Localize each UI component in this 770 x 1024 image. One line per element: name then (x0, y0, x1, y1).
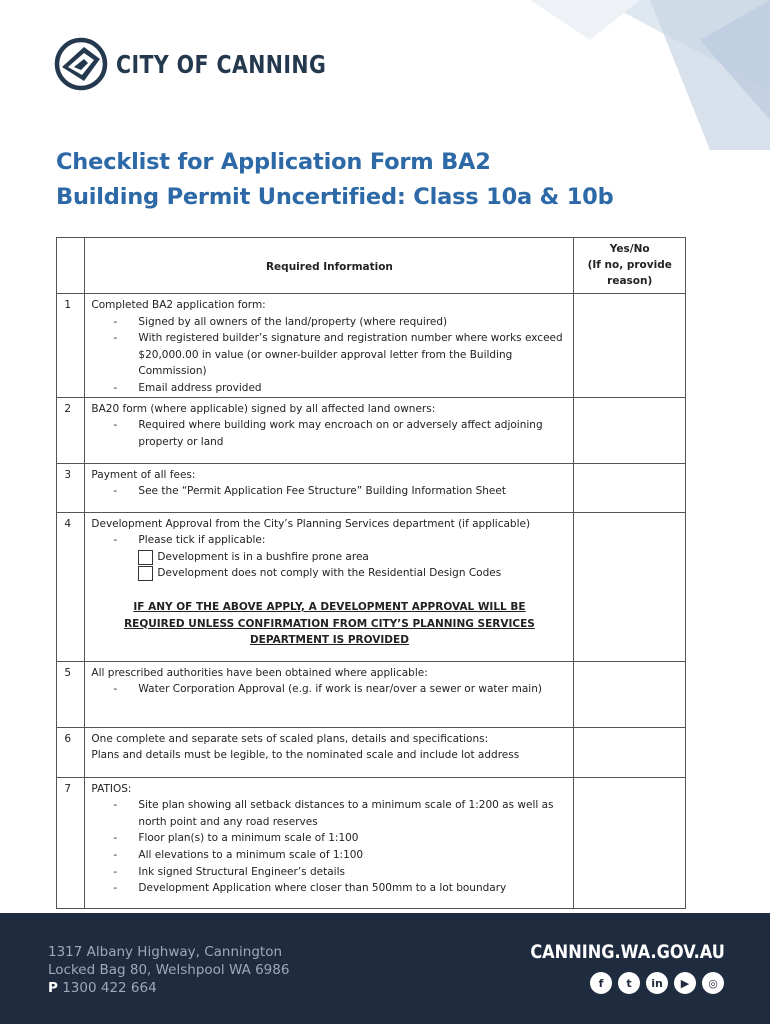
list-item: - Floor plan(s) to a minimum scale of 1:100 (113, 830, 567, 847)
title-line-2: Building Permit Uncertified: Class 10a & 10b (56, 184, 614, 210)
table-row (57, 463, 686, 512)
checkbox-row-bushfire[interactable] (91, 549, 567, 566)
row-number: 2 (64, 402, 72, 415)
website-link[interactable]: CANNING.WA.GOV.AU (530, 941, 725, 963)
header-num-cell (57, 238, 85, 294)
twitter-icon[interactable]: t (618, 972, 640, 994)
table-row (57, 777, 686, 908)
city-logo[interactable] (54, 37, 372, 91)
footer-address (48, 943, 289, 997)
list-item: - With registered builder’s signature and registration number where works exceed $20,000.00 in value (or owner-builder approval letter from the Building Commission) (113, 330, 567, 380)
title-line-1: Checklist for Application Form BA2 (56, 149, 491, 175)
table-row (57, 661, 686, 727)
row-intro: One complete and separate sets of scaled plans, details and specifications: (91, 732, 489, 745)
row-number: 3 (64, 468, 72, 481)
address-line-1: 1317 Albany Highway, Cannington (48, 944, 283, 960)
rcodes-checkbox[interactable] (138, 566, 153, 581)
phone-number[interactable]: 1300 422 664 (62, 980, 157, 996)
row-list (91, 532, 567, 549)
row-number: 6 (64, 732, 72, 745)
development-approval-warning: IF ANY OF THE ABOVE APPLY, A DEVELOPMENT APPROVAL WILL BE REQUIRED UNLESS CONFIRMATION FROM CITY’S PLANNING SERVICES DEPARTMENT IS PROVIDED (124, 600, 535, 647)
city-logo-icon (54, 37, 108, 91)
row-intro: Development Approval from the City’s Planning Services department (if applicable) (91, 517, 531, 530)
yes-no-cell[interactable] (574, 463, 686, 512)
youtube-icon[interactable]: ▶ (674, 972, 696, 994)
row-intro-2: Plans and details must be legible, to the nominated scale and include lot address (91, 749, 520, 762)
header-yes-no (574, 238, 686, 294)
row-intro: PATIOS: (91, 782, 132, 795)
row-intro: BA20 form (where applicable) signed by all affected land owners: (91, 402, 436, 415)
table-row (57, 512, 686, 661)
table-row (57, 727, 686, 777)
row-number: 1 (64, 299, 72, 311)
list-item: - Please tick if applicable: (113, 532, 567, 549)
yes-no-cell[interactable] (574, 512, 686, 661)
phone-line (48, 979, 289, 997)
header-decoration (470, 0, 770, 150)
row-intro: All prescribed authorities have been obtained where applicable: (91, 666, 428, 679)
row-number: 5 (64, 666, 72, 679)
social-links (590, 972, 724, 994)
checkbox-row-rcodes[interactable] (91, 565, 567, 582)
table-row (57, 397, 686, 463)
address-line-2: Locked Bag 80, Welshpool WA 6986 (48, 962, 290, 978)
list-item: - Ink signed Structural Engineer’s details (113, 864, 567, 881)
row-intro: Payment of all fees: (91, 468, 196, 481)
table-row (57, 294, 686, 398)
row-number: 4 (64, 517, 72, 530)
header-required-info: Required Information (85, 238, 574, 294)
row-list (91, 417, 567, 450)
row-list (91, 681, 567, 698)
bushfire-checkbox[interactable] (138, 550, 153, 565)
page-title (56, 145, 614, 215)
list-item: - Site plan showing all setback distances to a minimum scale of 1:200 as well as north point and any road reserves (113, 797, 567, 830)
row-list (91, 797, 567, 897)
instagram-icon[interactable]: ◎ (702, 972, 724, 994)
checklist-table (56, 237, 686, 909)
row-intro: Completed BA2 application form: (91, 299, 266, 311)
row-list (91, 314, 567, 397)
list-item: - Water Corporation Approval (e.g. if work is near/over a sewer or water main) (113, 681, 567, 698)
checkbox-label: Development does not comply with the Residential Design Codes (157, 567, 502, 580)
list-item: - Required where building work may encroach on or adversely affect adjoining property or land (113, 417, 567, 450)
header-yes-no-line2: (If no, provide (587, 259, 672, 271)
list-item: - Signed by all owners of the land/property (where required) (113, 314, 567, 331)
list-item: - All elevations to a minimum scale of 1:100 (113, 847, 567, 864)
city-name: CITY OF CANNING (116, 49, 327, 79)
row-list (91, 483, 567, 500)
header-yes-no-line3: reason) (607, 275, 653, 287)
row-number: 7 (64, 782, 72, 795)
header-yes-no-line1: Yes/No (609, 243, 650, 255)
list-item: - Development Application where closer than 500mm to a lot boundary (113, 880, 567, 897)
checkbox-label: Development is in a bushfire prone area (157, 550, 369, 563)
list-item: - See the “Permit Application Fee Structure” Building Information Sheet (113, 483, 567, 500)
yes-no-cell[interactable] (574, 727, 686, 777)
yes-no-cell[interactable] (574, 661, 686, 727)
phone-label: P (48, 980, 58, 996)
list-item: - Email address provided (113, 380, 567, 397)
yes-no-cell[interactable] (574, 777, 686, 908)
yes-no-cell[interactable] (574, 294, 686, 398)
footer (0, 913, 770, 1024)
facebook-icon[interactable]: f (590, 972, 612, 994)
yes-no-cell[interactable] (574, 397, 686, 463)
linkedin-icon[interactable]: in (646, 972, 668, 994)
table-header-row (57, 238, 686, 294)
